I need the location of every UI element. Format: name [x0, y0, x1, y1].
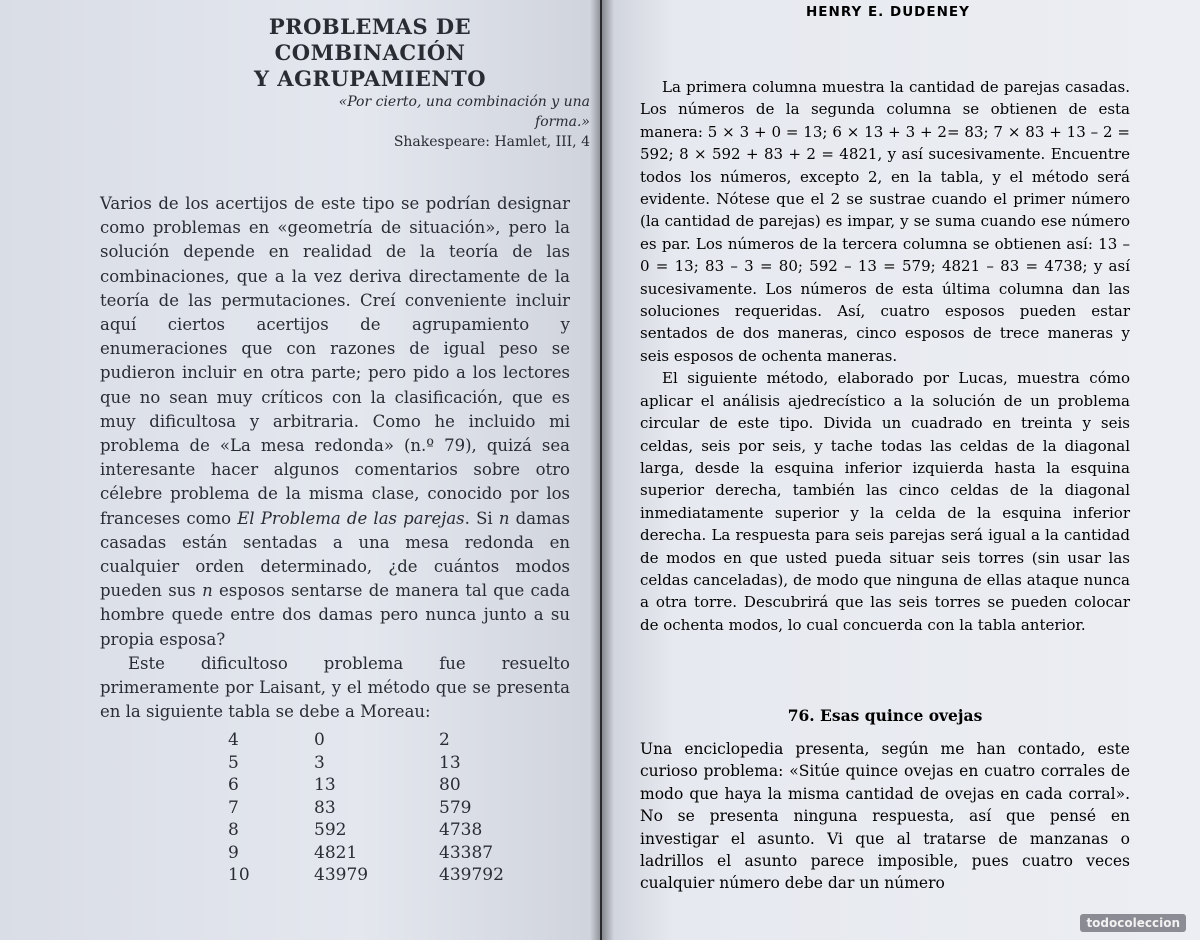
table-cell: 8 [228, 820, 239, 840]
epigraph [300, 92, 590, 152]
table-cell: 5 [228, 752, 239, 773]
table-cell: 10 [228, 865, 250, 885]
variable-n: n [498, 508, 510, 528]
running-header: HENRY E. DUDENEY [806, 4, 970, 20]
right-paragraph-3: Una enciclopedia presenta, según me han contado, este curioso problema: «Sitúe quince ovejas en cuatro corrales de modo que haya la misma cantidad de ovejas en cada corral». No se presenta ninguna respuesta, así que pensé en investigar el asunto. Vi que al tratarse de manzanas o ladrillos el asunto parece imposible, pues cuatro veces cualquier número debe dar un número [640, 740, 1130, 893]
right-paragraph-1: La primera columna muestra la cantidad de parejas casadas. Los números de la segunda columna se obtienen de esta manera: 5 × 3 + 0 = 13; 6 × 13 + 3 + 2= 83; 7 × 83 + 13 – 2 = 592; 8 × 592 + 83 + 2 = 4821, y así sucesivamente. Encuentre todos los números, excepto 2, en la tabla, y el método será evidente. Nótese que el 2 se sustrae cuando el primer número (la cantidad de parejas) es impar, y se suma cuando ese número es par. Los números de la tercera columna se obtienen así: 13 – 0 = 13; 83 – 3 = 80; 592 – 13 = 579; 4821 – 83 = 4738; y así sucesivamente. Los números de esta última columna dan las soluciones requeridas. Así, cuatro esposos pueden estar sentados de dos maneras, cinco esposos de trece maneras y seis esposos de ochenta maneras. [640, 78, 1130, 365]
right-body-text-2 [640, 738, 1130, 895]
table-row [228, 843, 539, 866]
table-cell: 9 [228, 842, 239, 863]
table-cell: 6 [228, 775, 239, 795]
book-gutter [590, 0, 614, 940]
left-paragraph-2: Este dificultoso problema fue resuelto primeramente por Laisant, y el método que se presenta en la siguiente tabla se debe a Moreau: [100, 653, 570, 722]
chapter-title-line2: Y AGRUPAMIENTO [253, 66, 487, 91]
left-paragraph-1-b: . Si [464, 508, 493, 528]
table-cell: 4 [228, 730, 239, 750]
table-cell: 439792 [439, 865, 504, 885]
table-cell: 2 [439, 730, 450, 750]
table-cell: 43979 [314, 865, 369, 885]
left-paragraph-1-a: Varios de los acertijos de este tipo se podrían designar como problemas en «geometría de situación», pero la solución depende en realidad de la teoría de las combinaciones, que a la vez deriva directamente de la teoría de las permutaciones. Creí conveniente incluir aquí ciertos acertijos de agrupamiento y enumeraciones que con razones de igual peso se pudieron incluir en otra parte; pero pido a los lectores que no sean muy críticos con la clasificación, que es muy dificultosa y arbitraria. Como he incluido mi problema de «La mesa redonda» (n.º 79), quizá sea interesante hacer algunos comentarios sobre otro célebre problema de la misma clase, conocido por los franceses como [100, 194, 570, 528]
table-row [228, 865, 539, 888]
section-title: 76. Esas quince ovejas [787, 706, 983, 725]
table-cell: 4738 [439, 820, 483, 840]
left-paragraph-1-d: esposos sentarse de manera tal que cada hombre quede entre dos damas pero nunca junto a su propia esposa? [100, 581, 571, 649]
table-cell: 80 [439, 775, 461, 795]
right-paragraph-2: El siguiente método, elaborado por Lucas, muestra cómo aplicar el análisis ajedrecístico a la solución de un problema circular de este tipo. Divida un cuadrado en treinta y seis celdas, seis por seis, y tache todas las celdas de la diagonal larga, desde la esquina inferior izquierda hasta la esquina superior derecha, también las cinco celdas de la diagonal inmediatamente superior y la celda de la esquina inferior derecha. La respuesta para seis parejas será igual a la cantidad de modos en que usted pueda situar seis torres (sin usar las celdas canceladas), de modo que ninguna de ellas ataque nunca a otra torre. Descubrirá que las seis torres se pueden colocar de ochenta modos, lo cual concuerda con la tabla anterior. [640, 369, 1130, 634]
watermark: todocoleccion [1080, 914, 1186, 932]
table-cell: 579 [439, 797, 472, 818]
left-body-text [100, 192, 570, 724]
chapter-title [200, 14, 540, 92]
left-paragraph-1-c: damas casadas están sentadas a una mesa redonda en cualquier orden determinado, ¿de cuántos modos pueden sus [100, 508, 570, 601]
table-cell: 13 [314, 775, 336, 795]
left-paragraph-1 [100, 192, 570, 652]
right-body-text [640, 76, 1130, 636]
table-row [228, 730, 539, 753]
table-row [228, 775, 539, 798]
epigraph-source: Shakespeare: Hamlet, III, 4 [393, 134, 590, 150]
epigraph-quote: «Por cierto, una combinación y una forma.» [338, 94, 590, 130]
table-row [228, 820, 539, 843]
table-cell: 7 [228, 797, 239, 818]
italic-title: El Problema de las parejas [237, 508, 465, 528]
table-cell: 83 [314, 797, 336, 818]
table-cell: 3 [314, 752, 325, 773]
table-row [228, 798, 539, 821]
table-cell: 43387 [439, 842, 494, 863]
table-row [228, 753, 539, 776]
table-cell: 592 [314, 820, 347, 840]
chapter-title-line1: PROBLEMAS DE COMBINACIÓN [268, 14, 472, 65]
table-cell: 13 [439, 752, 461, 773]
variable-n: n [202, 581, 213, 601]
table-cell: 4821 [314, 842, 358, 863]
number-table [228, 730, 539, 888]
table-cell: 0 [314, 730, 325, 750]
